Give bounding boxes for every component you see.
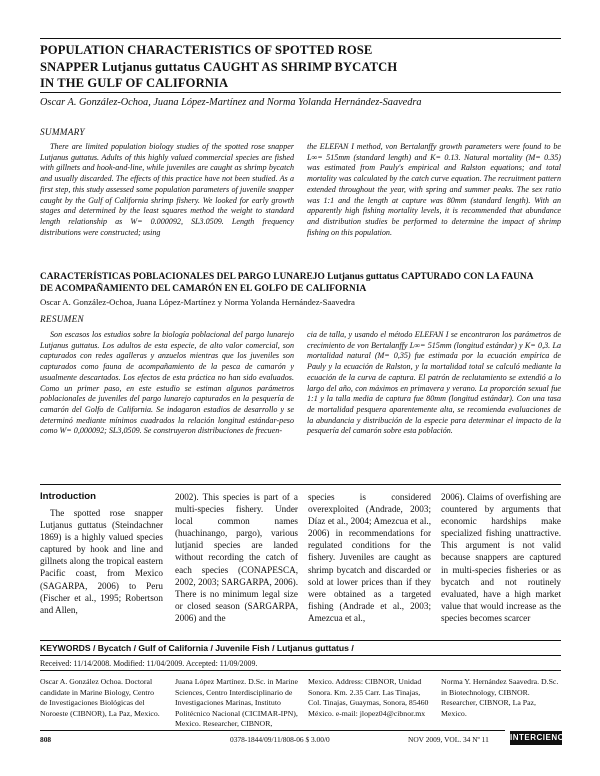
title-line-2: SNAPPER Lutjanus guttatus CAUGHT AS SHRIMP BYCATCH [40,59,398,74]
spanish-authors: Oscar A. González-Ochoa, Juana López-Martínez y Norma Yolanda Hernández-Saavedra [40,297,355,307]
spanish-title-line-1: CARACTERÍSTICAS POBLACIONALES DEL PARGO LUNAREJO Lutjanus guttatus CAPTURADO CON LA FAUNA [40,272,534,282]
resumen-col-2: cia de talla, y usando el método ELEFAN I se encontraron los parámetros de crecimiento de von Bertalanffy L∞= 515mm (longitud estándar) y K= 0,3. La mortalidad natural (M= 0,35) fue estimada por la ecuación empírica de Pauly y la ecuación de Ralston, y la mortalidad total se calculó mediante la ecuación de la curva de captura. El patrón de reclutamiento se extendió a lo largo del año, con máximos en primavera y verano. La proporción sexual fue 1:1 y la talla media de captura fue 80mm (longitud estándar). Con una tasa de mortalidad pesquera aparentemente alta, se recomienda evaluaciones de la abundancia y distribución de la especie para determinar el impacto de la pesquería del camarón sobre esta población. [307,330,561,436]
affiliation-3: Mexico. Address: CIBNOR, Unidad Sonora. Km. 2.35 Carr. Las Tinajas, Col. Tinajas, Guaymas, Sonora, 85460 México. e-mail: jlopez04@cibnor.mx [308,677,429,718]
section-rule [40,484,561,485]
title-rule [40,92,561,93]
title-line-3: IN THE GULF OF CALIFORNIA [40,76,229,90]
affiliation-2: Juana López Martínez. D.Sc. in Marine Sciences, Centro Interdisciplinario de Investigaciones Marinas, Instituto Politécnico Nacional (CICIMAR-IPN), Mexico. Researcher, CIBNOR, [175,677,298,728]
resumen-heading: RESUMEN [40,314,84,324]
received-dates: Received: 11/14/2008. Modified: 11/04/2009. Accepted: 11/09/2009. [40,659,258,668]
title-line-1: POPULATION CHARACTERISTICS OF SPOTTED ROSE [40,43,373,57]
top-rule [40,38,561,39]
introduction-heading: Introduction [40,491,96,502]
keywords: KEYWORDS / Bycatch / Gulf of California / Juvenile Fish / Lutjanus guttatus / [40,643,354,653]
summary-col-1: There are limited population biology studies of the spotted rose snapper Lutjanus guttatus. Adults of this highly valued commercial species are fished with gillnets and hook-and-line, while juveniles are caught as shrimp bycatch and usually discarded. The effects of this practice have not been studied. As a first step, this study assessed some population parameters of juvenile snapper caught by the Gulf of California shrimp fishery. We looked for early growth stages and determined by the least squares method the weight to standard length relationship as W= 0.000092, SL3.0509. Length frequency distributions were constructed; using [40,142,294,237]
summary-col-2: the ELEFAN I method, von Bertalanffy growth parameters were found to be L∞= 515mm (standard length) and K= 0.13. Natural mortality (M= 0.35) was estimated from Pauly's empirical and Ralston equations; and total mortality was calculated by the catch curve equation. The recruitment pattern extended throughout the year, with spring and summer peaks. The sex ratio was 1:1 and the length at capture was 80mm (standard length). With an apparently high fishing mortality levels, it is recommended that abundance and distribution studies be performed to determine the impact of shrimp fishing on this population. [307,142,561,237]
body-col-1: The spotted rose snapper Lutjanus guttatus (Steindachner 1869) is a highly valued species captured by hook and line and gillnets along the tropical eastern Pacific coast, from Mexico (SAGARPA, 2006) to Peru (Fischer et al., 1995; Robertson and Allen, [40,508,163,615]
journal-logo: INTERCIENCIA [510,731,562,745]
summary-heading: SUMMARY [40,127,85,137]
keywords-rule-top [40,640,561,641]
spanish-title [40,271,561,295]
article-title [40,42,561,92]
affiliation-1: Oscar A. González Ochoa. Doctoral candidate in Marine Biology, Centro de Investigaciones Biológicas del Noroeste (CIBNOR), La Paz, Mexico. [40,677,160,718]
footer-rule [40,730,505,731]
keywords-rule-bottom [40,655,561,656]
body-col-4: 2006). Claims of overfishing are countered by arguments that economic hardships make specialized fishing unattractive. This argument is not valid because snappers are captured in multi-species fisheries or as bycatch and not routinely evaluated, have a high market value that would increase as the species becomes scarcer [441,492,561,623]
received-rule [40,670,561,671]
issn: 0378-1844/09/11/808-06 $ 3.00/0 [230,735,330,744]
affiliation-4: Norma Y. Hernández Saavedra. D.Sc. in Biotechnology, CIBNOR. Researcher, CIBNOR, La Paz, Mexico. [441,677,559,718]
spanish-title-line-2: DE ACOMPAÑAMIENTO DEL CAMARÓN EN EL GOLFO DE CALIFORNIA [40,284,367,294]
page-number: 808 [40,735,52,744]
body-col-3: species is considered overexploited (Andrade, 2003; Díaz et al., 2004; Amezcua et al., 2006) in recommendations for regulated conditions for the fishery. Juveniles are caught as shrimp bycatch and discarded or sold at lower prices than if they were obtained as a targeted fishing (Andrade et al., 2003; Amezcua et al., [308,492,431,623]
resumen-col-1: Son escasos los estudios sobre la biología poblacional del pargo lunarejo Lutjanus guttatus. Los adultos de esta especie, de alto valor comercial, son capturados con redes agalleras y anzuelos mientras que los juveniles son capturados como fauna de acompañamiento de la pesca de camarón y usualmente descartados. Los efectos de esta práctica no han sido evaluados. Como un primer paso, en este estudio se estiman algunos parámetros poblacionales de juveniles del pargo lunarejo capturados en la pesquería de camarón del Golfo de California. Se indagaron estadios de desarrollo y se determinó mediante mínimos cuadrados la relación longitud estándar-peso como W= 0,000092; SL3,0509. Se construyeron distribuciones de frecuen- [40,330,294,436]
authors: Oscar A. González-Ochoa, Juana López-Martínez and Norma Yolanda Hernández-Saavedra [40,97,422,108]
body-col-2: 2002). This species is part of a multi-species fishery. Under local common names (huachinango, pargo), various lutjanid species are landed without recording the catch of each species (CONAPESCA, 2002, 2003; SARGARPA, 2006). There is no minimum legal size or closed season (SARGARPA, 2006) and the [175,492,298,623]
issue-info: NOV 2009, VOL. 34 Nº 11 [408,735,489,744]
